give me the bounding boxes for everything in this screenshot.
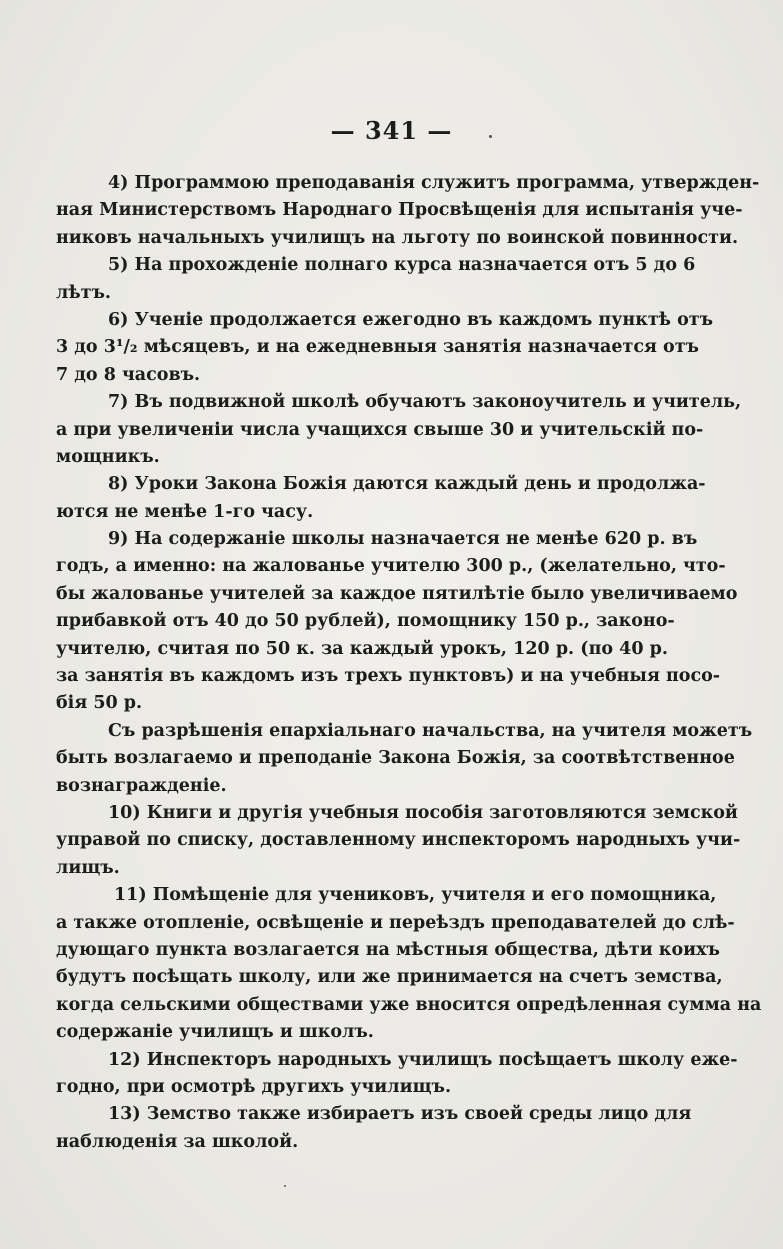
text-line: а при увеличеніи числа учащихся свыше 30 и учительскій по- (56, 419, 704, 440)
text-line: 11) Помѣщеніе для учениковъ, учителя и его помощника, (114, 885, 717, 906)
text-line: мощникъ. (56, 446, 160, 467)
paragraph-p13 (56, 1101, 692, 1156)
paragraph-p8 (56, 471, 706, 526)
text-line: бы жалованье учителей за каждое пятилѣтіе было увеличиваемо (56, 583, 738, 604)
speck (284, 1185, 286, 1187)
text-line: годно, при осмотрѣ другихъ училищъ. (56, 1076, 452, 1097)
text-line: годъ, а именно: на жалованье учителю 300 р., (желательно, что- (56, 556, 726, 577)
text-line: 3 до 3¹/₂ мѣсяцевъ, и на ежедневныя занятія назначается отъ (56, 337, 699, 358)
paragraph-p6 (56, 307, 714, 389)
text-line: 6) Ученіе продолжается ежегодно въ каждомъ пунктѣ отъ (108, 309, 714, 330)
text-line: вознагражденіе. (56, 775, 227, 796)
text-line: прибавкой отъ 40 до 50 рублей), помощнику 150 р., законо- (56, 611, 675, 632)
paragraph-p5 (56, 252, 696, 307)
paragraph-p9 (56, 526, 738, 718)
text-line: Съ разрѣшенія епархіальнаго начальства, на учителя можетъ (108, 720, 753, 741)
text-line: 13) Земство также избираетъ изъ своей среды лицо для (108, 1104, 692, 1125)
text-line: быть возлагаемо и преподаніе Закона Божія, за соотвѣтственное (56, 748, 735, 769)
document-body (56, 170, 762, 1156)
text-line: управой по списку, доставленному инспекторомъ народныхъ учи- (56, 830, 741, 851)
text-line: а также отопленіе, освѣщеніе и переѣздъ преподавателей до слѣ- (56, 912, 735, 933)
paragraph-p10 (56, 800, 741, 882)
speck (489, 135, 492, 138)
paragraph-p12 (56, 1047, 738, 1102)
page-number: — 341 — (330, 116, 453, 145)
text-line: наблюденія за школой. (56, 1131, 299, 1152)
text-line: содержаніе училищъ и школъ. (56, 1022, 374, 1043)
text-line: 10) Книги и другія учебныя пособія заготовляются земской (108, 802, 738, 823)
text-line: 7) Въ подвижной школѣ обучаютъ законоучитель и учитель, (108, 392, 742, 413)
paragraph-p4 (56, 170, 760, 252)
text-line: за занятія въ каждомъ изъ трехъ пунктовъ) и на учебныя посо- (56, 666, 721, 687)
text-line: дующаго пункта возлагается на мѣстныя общества, дѣти коихъ (56, 939, 720, 960)
text-line: ная Министерствомъ Народнаго Просвѣщенія для испытанія уче- (56, 200, 743, 221)
text-line: никовъ начальныхъ училищъ на льготу по воинской повинности. (56, 227, 739, 248)
text-line: 4) Программою преподаванія служитъ программа, утвержден- (108, 173, 760, 193)
paragraph-p9b (56, 718, 753, 800)
text-line: лищъ. (56, 857, 120, 878)
text-line: 5) На прохожденіе полнаго курса назначается отъ 5 до 6 (108, 255, 696, 276)
text-line: 8) Уроки Закона Божія даются каждый день и продолжа- (108, 474, 706, 495)
text-line: 12) Инспекторъ народныхъ училищъ посѣщаетъ школу еже- (108, 1049, 738, 1070)
text-line: 9) На содержаніе школы назначается не менѣе 620 р. въ (108, 529, 698, 550)
text-line: лѣтъ. (56, 282, 112, 303)
text-line: будутъ посѣщать школу, или же принимается на счетъ земства, (56, 967, 723, 988)
paragraph-p7 (56, 389, 742, 471)
text-line: учителю, считая по 50 к. за каждый урокъ, 120 р. (по 40 р. (56, 638, 668, 659)
paragraph-p11 (56, 882, 762, 1046)
text-line: 7 до 8 часовъ. (56, 364, 201, 385)
text-line: ются не менѣе 1-го часу. (56, 501, 314, 522)
text-line: когда сельскими обществами уже вносится опредѣленная сумма на (56, 994, 762, 1015)
text-line: бія 50 р. (56, 693, 143, 714)
